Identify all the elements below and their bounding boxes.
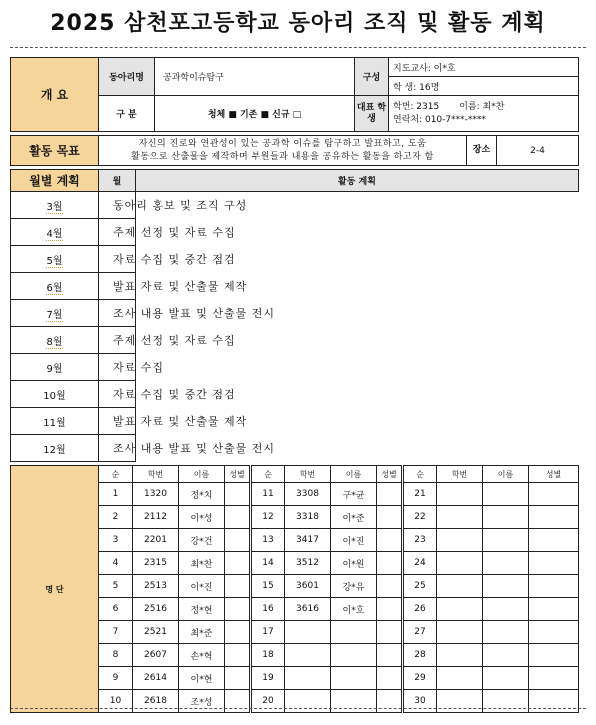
roster-student-id[interactable] — [437, 529, 483, 552]
roster-name[interactable] — [331, 621, 377, 644]
activity-plan[interactable]: 주제 선정 및 자료 수집 — [99, 219, 136, 246]
roster-name[interactable] — [483, 690, 529, 713]
roster-number: 26 — [403, 598, 437, 621]
roster-student-id[interactable]: 2516 — [133, 598, 179, 621]
roster-student-id[interactable]: 2618 — [133, 690, 179, 713]
roster-name[interactable] — [483, 506, 529, 529]
monthly-plan-table — [10, 169, 579, 462]
roster-student-id[interactable]: 3318 — [285, 506, 331, 529]
roster-number: 17 — [251, 621, 285, 644]
roster-gender[interactable] — [225, 529, 251, 552]
monthly-row — [11, 354, 579, 381]
roster-gender[interactable] — [529, 575, 579, 598]
place-value[interactable]: 2-4 — [497, 136, 579, 166]
roster-gender[interactable] — [225, 644, 251, 667]
roster-student-id[interactable]: 2607 — [133, 644, 179, 667]
club-name-label: 동아리명 — [99, 58, 155, 96]
month-label: 3월 — [46, 201, 63, 213]
roster-gender[interactable] — [529, 667, 579, 690]
category-label: 구 분 — [99, 96, 155, 132]
monthly-row — [11, 219, 579, 246]
roster-number: 22 — [403, 506, 437, 529]
roster-student-id[interactable]: 3512 — [285, 552, 331, 575]
month-col-header: 월 — [99, 170, 136, 192]
roster-name[interactable]: 정*현 — [179, 598, 225, 621]
roster-name[interactable]: 최*찬 — [179, 552, 225, 575]
roster-student-id[interactable]: 2112 — [133, 506, 179, 529]
roster-number: 25 — [403, 575, 437, 598]
roster-number: 13 — [251, 529, 285, 552]
roster-name[interactable]: 강*유 — [331, 575, 377, 598]
overview-section-label: 개 요 — [11, 58, 99, 132]
month-label: 12월 — [43, 444, 66, 456]
roster-number: 4 — [99, 552, 133, 575]
roster-col-header: 이름 — [331, 466, 377, 483]
roster-gender[interactable] — [529, 621, 579, 644]
roster-name[interactable] — [483, 598, 529, 621]
roster-number: 8 — [99, 644, 133, 667]
roster-student-id[interactable]: 2614 — [133, 667, 179, 690]
roster-gender[interactable] — [377, 644, 403, 667]
roster-section-label: 명 단 — [11, 466, 99, 713]
roster-student-id[interactable] — [437, 667, 483, 690]
status-options[interactable]: 청체 ■ 기존 ■ 신규 □ — [155, 96, 355, 132]
month-label: 8월 — [46, 336, 63, 348]
roster-name[interactable]: 조*성 — [179, 690, 225, 713]
roster-number: 21 — [403, 483, 437, 506]
month-label: 5월 — [46, 255, 63, 267]
activity-plan[interactable]: 발표 자료 및 산출물 제작 — [99, 408, 136, 435]
roster-student-id[interactable] — [437, 575, 483, 598]
bottom-dashed-divider — [10, 708, 586, 709]
roster-col-header: 이름 — [483, 466, 529, 483]
roster-number: 10 — [99, 690, 133, 713]
monthly-row — [11, 273, 579, 300]
roster-number: 19 — [251, 667, 285, 690]
month-label: 6월 — [46, 282, 63, 294]
roster-gender[interactable] — [377, 575, 403, 598]
roster-col-header: 순 — [251, 466, 285, 483]
roster-number: 30 — [403, 690, 437, 713]
roster-name[interactable]: 최*준 — [179, 621, 225, 644]
activity-plan[interactable]: 자료 수집 — [99, 354, 136, 381]
roster-number: 3 — [99, 529, 133, 552]
activity-plan[interactable]: 자료 수집 및 중간 점검 — [99, 381, 136, 408]
roster-number: 1 — [99, 483, 133, 506]
monthly-row — [11, 246, 579, 273]
roster-name[interactable] — [483, 529, 529, 552]
month-label: 9월 — [46, 363, 63, 375]
roster-number: 23 — [403, 529, 437, 552]
roster-gender[interactable] — [529, 552, 579, 575]
roster-number: 14 — [251, 552, 285, 575]
month-label: 7월 — [46, 309, 63, 321]
roster-gender[interactable] — [225, 552, 251, 575]
roster-name[interactable] — [483, 575, 529, 598]
roster-number: 24 — [403, 552, 437, 575]
roster-col-header: 학번 — [133, 466, 179, 483]
roster-gender[interactable] — [377, 483, 403, 506]
plan-form — [10, 57, 578, 713]
roster-gender[interactable] — [377, 598, 403, 621]
activity-plan[interactable]: 조사 내용 발표 및 산출물 전시 — [99, 435, 136, 462]
activity-plan[interactable]: 동아리 홍보 및 조직 구성 — [99, 192, 136, 219]
roster-col-header: 순 — [403, 466, 437, 483]
roster-name[interactable]: 이*원 — [331, 552, 377, 575]
monthly-row — [11, 300, 579, 327]
roster-number: 12 — [251, 506, 285, 529]
roster-name[interactable]: 손*혁 — [179, 644, 225, 667]
monthly-row — [11, 381, 579, 408]
roster-gender[interactable] — [377, 621, 403, 644]
club-name-value[interactable]: 공과학이슈탐구 — [155, 58, 355, 96]
roster-name[interactable] — [331, 644, 377, 667]
roster-name[interactable]: 이*현 — [179, 667, 225, 690]
roster-number: 29 — [403, 667, 437, 690]
roster-name[interactable] — [483, 621, 529, 644]
roster-student-id[interactable] — [437, 483, 483, 506]
roster-number: 28 — [403, 644, 437, 667]
page-title: 2025 삼천포고등학교 동아리 조직 및 활동 계획 — [50, 11, 546, 36]
roster-gender[interactable] — [225, 506, 251, 529]
activity-plan[interactable]: 자료 수집 및 중간 점검 — [99, 246, 136, 273]
student-count-value[interactable]: 학 생: 16명 — [389, 77, 579, 96]
roster-name[interactable] — [483, 483, 529, 506]
roster-number: 18 — [251, 644, 285, 667]
top-dashed-divider — [10, 47, 586, 48]
roster-name[interactable]: 이*호 — [331, 598, 377, 621]
roster-student-id[interactable] — [437, 621, 483, 644]
roster-name[interactable]: 정*치 — [179, 483, 225, 506]
roster-student-id[interactable]: 3417 — [285, 529, 331, 552]
roster-student-id[interactable] — [285, 690, 331, 713]
roster-student-id[interactable] — [437, 506, 483, 529]
roster-gender[interactable] — [377, 552, 403, 575]
roster-number: 7 — [99, 621, 133, 644]
plan-col-header: 활동 계획 — [136, 170, 579, 192]
advisor-value[interactable]: 지도교사: 이*호 — [389, 58, 579, 77]
roster-gender[interactable] — [225, 483, 251, 506]
roster-number: 27 — [403, 621, 437, 644]
composition-label: 구성 — [355, 58, 389, 96]
roster-name[interactable]: 이*준 — [331, 506, 377, 529]
roster-gender[interactable] — [225, 667, 251, 690]
roster-col-header: 순 — [99, 466, 133, 483]
roster-number: 6 — [99, 598, 133, 621]
roster-student-id[interactable]: 1320 — [133, 483, 179, 506]
month-label: 4월 — [46, 228, 63, 240]
goal-table — [10, 135, 579, 166]
roster-table — [10, 465, 579, 713]
monthly-row — [11, 192, 579, 219]
roster-col-header: 성별 — [377, 466, 403, 483]
roster-gender[interactable] — [377, 506, 403, 529]
rep-student-id[interactable]: 학번: 2315 — [393, 101, 440, 112]
rep-student-label: 대표 학생 — [355, 96, 389, 132]
roster-col-header: 성별 — [225, 466, 251, 483]
roster-student-id[interactable] — [285, 621, 331, 644]
roster-student-id[interactable]: 2315 — [133, 552, 179, 575]
place-label: 장소 — [467, 136, 497, 166]
monthly-row — [11, 408, 579, 435]
roster-gender[interactable] — [529, 529, 579, 552]
roster-name[interactable] — [331, 690, 377, 713]
roster-gender[interactable] — [377, 690, 403, 713]
roster-gender[interactable] — [529, 644, 579, 667]
roster-gender[interactable] — [377, 529, 403, 552]
activity-plan[interactable]: 주제 선정 및 자료 수집 — [99, 327, 136, 354]
roster-col-header: 성별 — [529, 466, 579, 483]
roster-student-id[interactable] — [437, 552, 483, 575]
roster-name[interactable] — [483, 667, 529, 690]
month-label: 10월 — [43, 390, 66, 402]
goal-text-line1[interactable]: 자신의 진로와 연관성이 있는 공과학 이슈를 탐구하고 발표하고, 도움 — [138, 138, 427, 149]
rep-student-name[interactable]: 이름: 최*찬 — [459, 101, 505, 112]
overview-table — [10, 57, 579, 132]
monthly-section-label: 월별 계획 — [11, 170, 99, 192]
monthly-row — [11, 327, 579, 354]
roster-gender[interactable] — [377, 667, 403, 690]
roster-number: 20 — [251, 690, 285, 713]
roster-gender[interactable] — [529, 483, 579, 506]
roster-name[interactable]: 이*진 — [179, 575, 225, 598]
roster-number: 16 — [251, 598, 285, 621]
roster-col-header: 학번 — [285, 466, 331, 483]
roster-student-id[interactable]: 2201 — [133, 529, 179, 552]
monthly-row — [11, 435, 579, 462]
roster-gender[interactable] — [529, 506, 579, 529]
roster-gender[interactable] — [225, 621, 251, 644]
roster-gender[interactable] — [225, 575, 251, 598]
roster-number: 15 — [251, 575, 285, 598]
roster-name[interactable] — [331, 667, 377, 690]
roster-col-header: 학번 — [437, 466, 483, 483]
roster-number: 9 — [99, 667, 133, 690]
roster-number: 5 — [99, 575, 133, 598]
roster-student-id[interactable]: 3308 — [285, 483, 331, 506]
roster-name[interactable]: 이*진 — [331, 529, 377, 552]
month-label: 11월 — [43, 417, 66, 429]
roster-student-id[interactable]: 2521 — [133, 621, 179, 644]
roster-student-id[interactable] — [437, 598, 483, 621]
roster-number: 11 — [251, 483, 285, 506]
roster-number: 2 — [99, 506, 133, 529]
roster-student-id[interactable] — [285, 644, 331, 667]
roster-student-id[interactable]: 2513 — [133, 575, 179, 598]
rep-student-phone[interactable]: 연락처: 010-7***-**** — [393, 114, 486, 125]
roster-gender[interactable] — [225, 690, 251, 713]
roster-gender[interactable] — [529, 690, 579, 713]
goal-text-line2[interactable]: 활동으로 산출물을 제작하며 부원들과 내용을 공유하는 활동을 하고자 함 — [131, 151, 434, 162]
roster-name[interactable]: 강*건 — [179, 529, 225, 552]
roster-student-id[interactable] — [437, 690, 483, 713]
roster-col-header: 이름 — [179, 466, 225, 483]
roster-student-id[interactable]: 3601 — [285, 575, 331, 598]
roster-name[interactable]: 구*균 — [331, 483, 377, 506]
roster-gender[interactable] — [529, 598, 579, 621]
goal-section-label: 활동 목표 — [11, 136, 99, 166]
roster-student-id[interactable]: 3616 — [285, 598, 331, 621]
roster-student-id[interactable] — [285, 667, 331, 690]
roster-name[interactable] — [483, 644, 529, 667]
activity-plan[interactable]: 조사 내용 발표 및 산출물 전시 — [99, 300, 136, 327]
roster-name[interactable] — [483, 552, 529, 575]
activity-plan[interactable]: 발표 자료 및 산출물 제작 — [99, 273, 136, 300]
roster-student-id[interactable] — [437, 644, 483, 667]
roster-name[interactable]: 이*성 — [179, 506, 225, 529]
roster-gender[interactable] — [225, 598, 251, 621]
